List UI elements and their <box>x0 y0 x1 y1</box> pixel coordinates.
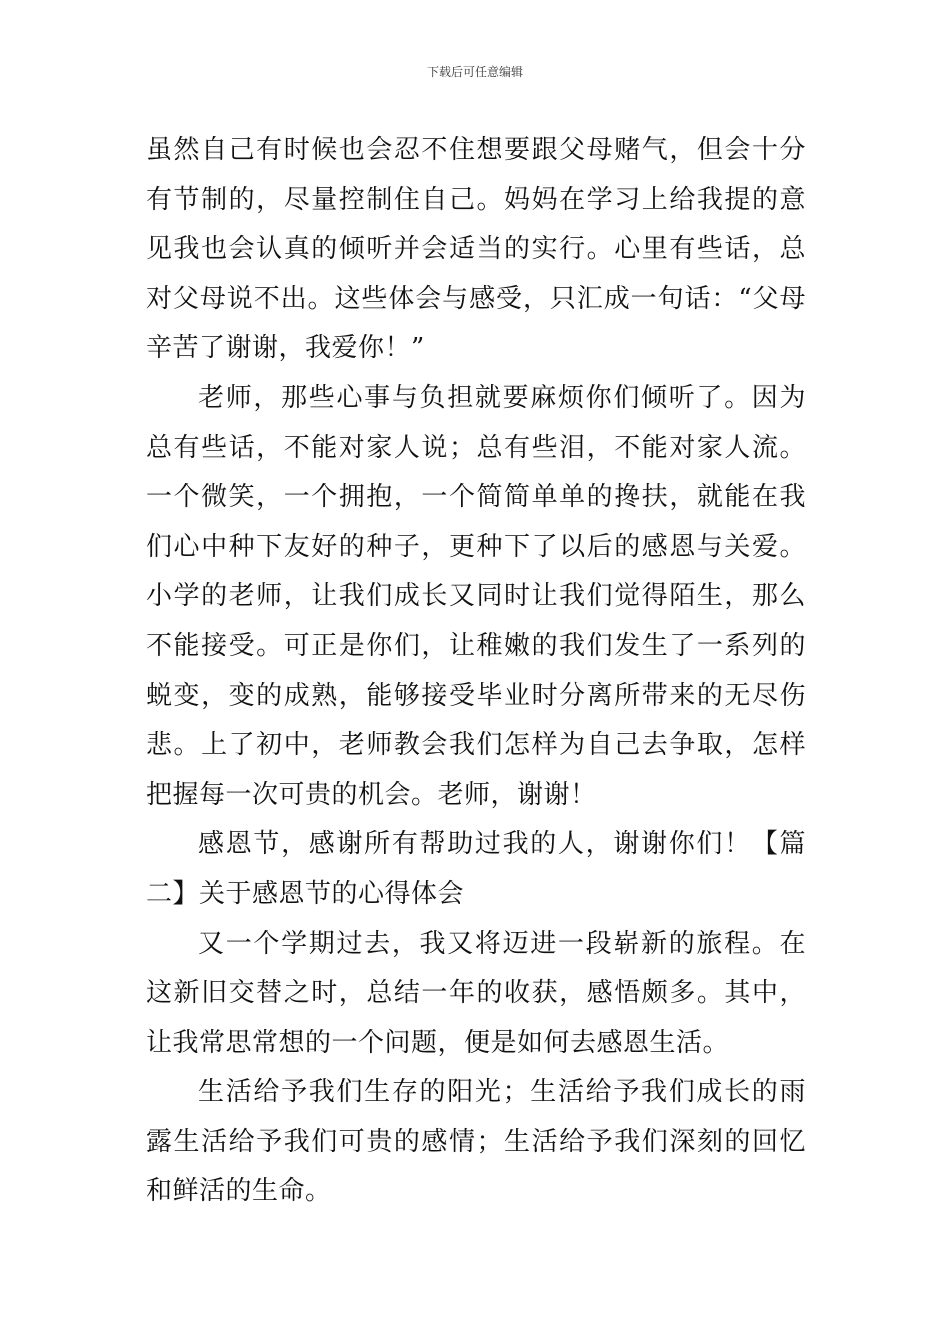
paragraph-1: 虽然自己有时候也会忍不住想要跟父母赌气，但会十分有节制的，尽量控制住自己。妈妈在学习上给我提的意见我也会认真的倾听并会适当的实行。心里有些话，总对父母说不出。这些体会与感受，只汇成一句话：“父母辛苦了谢谢，我爱你！” <box>146 135 806 364</box>
paragraph-2: 老师，那些心事与负担就要麻烦你们倾听了。因为总有些话，不能对家人说；总有些泪，不能对家人流。一个微笑，一个拥抱，一个简简单单的搀扶，就能在我们心中种下友好的种子，更种下了以后的感恩与关爱。小学的老师，让我们成长又同时让我们觉得陌生，那么不能接受。可正是你们，让稚嫩的我们发生了一系列的蜕变，变的成熟，能够接受毕业时分离所带来的无尽伤悲。上了初中，老师教会我们怎样为自己去争取，怎样把握每一次可贵的机会。老师，谢谢！ <box>146 382 806 810</box>
document-body <box>146 126 806 1217</box>
page-header: 下载后可任意编辑 <box>426 65 523 79</box>
paragraph-5: 生活给予我们生存的阳光；生活给予我们成长的雨露生活给予我们可贵的感情；生活给予我们深刻的回忆和鲜活的生命。 <box>146 1077 806 1207</box>
paragraph-4: 又一个学期过去，我又将迈进一段崭新的旅程。在这新旧交替之时，总结一年的收获，感悟颇多。其中，让我常思常想的一个问题，便是如何去感恩生活。 <box>146 928 806 1058</box>
paragraph-3: 感恩节，感谢所有帮助过我的人，谢谢你们！【篇二】关于感恩节的心得体会 <box>146 829 806 909</box>
